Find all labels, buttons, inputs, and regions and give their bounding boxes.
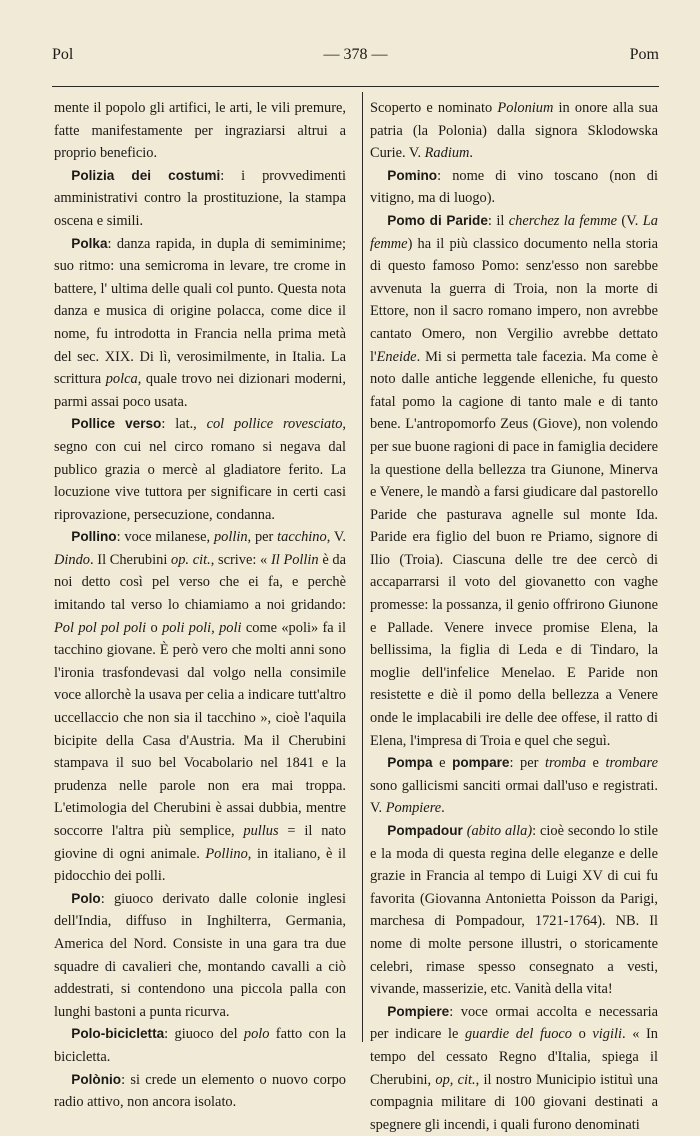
entry-headword: Pomino (387, 167, 438, 183)
dictionary-entry (54, 413, 346, 526)
italic-text: polo (243, 1026, 270, 1043)
entry-text: . « In tempo del cessato Regno d'Italia, spiega il Cherubini, (370, 1026, 658, 1088)
italic-text: col pollice rovesciato (206, 416, 343, 433)
entry-headword: Pollice verso (71, 416, 162, 432)
entry-text: , segno con cui nel circo romano si negava dal publico grazia o mercè al gladiatore ferito. La locuzione vive tuttora per significare in certi casi riprovazione, persecuzione, condanna. (54, 416, 346, 523)
entry-text: fatto con la bicicletta. (54, 1026, 346, 1065)
entry-text: : si crede un elemento o nuovo corpo radio attivo, non ancora isolato. (54, 1071, 346, 1111)
entry-text: Scoperto e nominato (370, 100, 498, 116)
entry-text: : lat., (161, 416, 207, 433)
italic-text: tacchino (277, 529, 327, 546)
entry-text: : i provvedimenti amministrativi contro la prostituzione, la stampa oscena e simili. (54, 167, 347, 229)
dictionary-entry (54, 526, 346, 888)
italic-text: pullus (243, 823, 279, 839)
dictionary-entry (370, 165, 658, 210)
italic-text: Pol pol pol poli (54, 619, 147, 636)
italic-text: op. cit. (171, 551, 211, 568)
entry-text: : il (487, 212, 509, 229)
entry-text: , il nostro Municipio istituì una compagnia militare di 100 giovani destinati a spegnere gli incendi, i quali furono denominati (370, 1071, 658, 1133)
entry-headword: pompare (452, 755, 510, 771)
italic-text: Radium (424, 145, 470, 162)
italic-text: vigili (592, 1026, 622, 1043)
continued-paragraph (54, 97, 346, 165)
italic-text: La femme (370, 212, 658, 252)
italic-text: cherchez la femme (508, 212, 617, 229)
column-divider (362, 92, 363, 1042)
italic-text: (abito alla) (466, 823, 533, 839)
entry-text: : giuoco del (164, 1026, 244, 1043)
header-right-guide-word: Pom (629, 46, 659, 63)
entry-text: : danza rapida, in dupla di semiminime; suo ritmo: una semicroma in levare, tre crome in battere, l' ultima delle quali col punto. Questa nota danza e musica di origine polacca, come dice il nome, fu introdotta in Francia nella prima metà del sec. XIX. Di lì, verosimilmente, in Italia. La scrittura (54, 235, 346, 388)
left-column (54, 97, 346, 1114)
continued-paragraph (370, 97, 658, 165)
entry-text: : cioè secondo lo stile e la moda di questa regina delle eleganze e delle grazie in Francia al tempo di Luigi XV di cui fu favorita (Giovanna Antonietta Poisson da Parigi, marchesa di Pompadour, 1721-1764). NB. Il nome di molte persone illustri, o storicamente celebri, rimase spesso consegnato a vesti, vivande, masserizie, etc. Vanità della vita! (370, 823, 658, 998)
entry-text: mente il popolo gli artifici, le arti, le vili premure, fatte manifestamente per ingraziarsi altrui a proprio beneficio. (54, 100, 346, 162)
italic-text: Polonium (497, 100, 554, 116)
dictionary-entry (54, 1023, 346, 1068)
page-header (52, 46, 659, 68)
entry-headword: Pompiere (387, 1003, 450, 1019)
dictionary-entry (370, 820, 658, 1001)
entry-text: . Mi si permetta tale facezia. Ma come è noto dalle antiche leggende elleniche, fu questo fatal pomo la cagione di tanto male e di tanto bene. L'antropomorfo Zeus (Giove), non volendo per sue buone ragioni di pace in famiglia decidere la questione della bellezza tra Giunone, Minerva e Venere, le mandò a farsi giudicare dal pastorello Paride che pasturava agnelle sul monte Ida. Paride era figlio del buon re Priamo, signore di Ilio (Troia). Ciascuna delle tre dee cercò di accaparrarsi il voto del giovanetto con vaghe promesse: la possanza, il genio offrirono Giunone e Pallade. Venere invece promise Elena, la bellissima, la figlia di Leda e di Tindaro, la moglie dell'infelice Menelao. E Paride non resistette e diè il pomo della bellezza a Venere onde le implacabili ire delle dee offese, il ratto di Elena, l'impresa di Troia e quel che seguì. (370, 348, 658, 749)
italic-text: poli poli, poli (162, 619, 242, 636)
italic-text: pollin (213, 529, 248, 546)
entry-text: è da noi detto così pel verso che ei fa, e perchè imitando tal verso lo chiamiamo a noi gridando: (54, 551, 346, 614)
dictionary-entry (54, 888, 346, 1024)
entry-headword: Pompadour (387, 823, 463, 838)
entry-headword: Polo (71, 890, 101, 906)
entry-headword: Pollino (71, 529, 117, 545)
italic-text: tromba (544, 755, 587, 772)
italic-text: op, cit. (435, 1071, 476, 1088)
entry-headword: Pomo di Paride (387, 212, 488, 228)
entry-text: (V. (617, 212, 643, 229)
right-column (370, 97, 658, 1136)
entry-text: , quale trovo nei dizionari moderni, parmi assai poco usata. (54, 371, 346, 410)
dictionary-entry (370, 210, 658, 752)
entry-text: . (441, 800, 445, 817)
entry-text: o (571, 1026, 593, 1043)
entry-text: come «poli» fa il tacchino giovane. È però vero che molti anni sono l'ironia trasfondevasi dal volgo nella consimile voce allorchè la usava per celia a indicare tutt'altro uccellaccio che non sia il tacchino », cioè l'aquila bicipite della Casa d'Austria. Ma il Cherubini stampava il suo bel Vocabolario nel 1841 e la prudenza nelle parole non era mai troppa. L'etimologia del Cherubini è assai dubbia, mentre soccorre l'altra più semplice, (54, 619, 346, 839)
entry-text: sono gallicismi sanciti ormai dall'uso e registrati. V. (370, 777, 658, 817)
entry-text: : voce milanese, (116, 529, 214, 546)
entry-text: e (432, 755, 453, 772)
italic-text: trombare (605, 755, 658, 772)
italic-text: Eneide (376, 348, 417, 365)
entry-text: , per (247, 529, 278, 546)
dictionary-entry (370, 1001, 658, 1136)
italic-text: Pompiere (385, 800, 442, 817)
entry-headword: Polizia dei costumi (71, 167, 221, 183)
header-rule (52, 86, 659, 87)
header-left-guide-word: Pol (52, 46, 74, 63)
entry-text: , V. (326, 529, 346, 546)
entry-text: : voce ormai accolta e necessaria per indicare le (370, 1003, 658, 1043)
entry-text: e (586, 755, 606, 772)
dictionary-entry (370, 752, 658, 820)
entry-text: : nome di vino toscano (non di vitigno, ma di luogo). (370, 167, 658, 207)
entry-text: . Il Cherubini (89, 551, 172, 568)
italic-text: Il Pollin (270, 551, 319, 568)
entry-text: in onore alla sua patria (la Polonia) dalla signora Sklodowska Curie. V. (370, 100, 658, 162)
entry-text: : giuoco derivato dalle colonie inglesi dell'India, diffuso in Inghilterra, Germania, America del Nord. Consiste in una gara tra due squadre di cavalieri che, montando cavalli a ciò addestrati, si contendono una piccola palla con lunghi bastoni a punta ricurva. (54, 890, 346, 1020)
page-number: — 378 — (323, 46, 388, 63)
entry-text: , in italiano, è il pidocchio dei polli. (54, 845, 346, 885)
entry-headword: Polka (71, 235, 108, 251)
italic-text: Pollino (205, 845, 248, 862)
italic-text: Dindo (54, 551, 90, 568)
italic-text: guardie del fuoco (464, 1026, 572, 1043)
entry-text: , scrive: « (210, 551, 271, 568)
dictionary-entry (54, 1069, 346, 1114)
entry-text: . (469, 145, 474, 162)
dictionary-entry (54, 165, 346, 233)
entry-text: : per (509, 755, 545, 772)
entry-headword: Pompa (387, 755, 433, 771)
entry-headword: Polo-bicicletta (71, 1026, 165, 1042)
dictionary-entry (54, 233, 346, 414)
entry-text: ) ha il più classico documento nella storia di questo famoso Pomo: senz'esso non sarebbe avvenuta la guerra di Troia, non la morte di Ettore, non il sacro romano impero, non avrebbe cantato Omero, non Vergilio avrebbe dettato l' (370, 235, 658, 365)
entry-text: o (146, 619, 163, 636)
entry-text: = il nato giovine di ogni animale. (54, 823, 346, 862)
entry-headword: Polònio (71, 1071, 122, 1087)
italic-text: polca (105, 371, 138, 388)
